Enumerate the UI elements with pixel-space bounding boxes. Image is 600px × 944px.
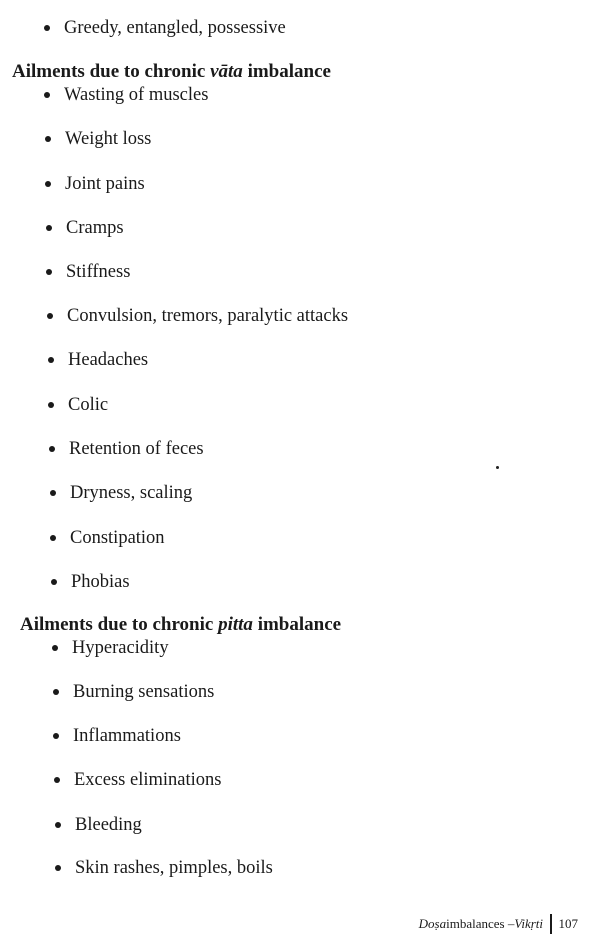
bullet-icon xyxy=(52,645,58,651)
list-item-text: Inflammations xyxy=(73,726,181,746)
bullet-icon xyxy=(48,357,54,363)
heading-term: pitta xyxy=(218,614,253,635)
list-item-text: Headaches xyxy=(68,350,149,370)
list-item xyxy=(44,17,286,39)
bullet-icon xyxy=(50,490,56,496)
list-item-text: Skin rashes, pimples, boils xyxy=(75,858,273,878)
list-item xyxy=(48,349,148,371)
bullet-icon xyxy=(54,777,60,783)
footer-divider xyxy=(550,914,552,934)
list-item xyxy=(55,857,273,879)
list-item xyxy=(45,173,145,195)
list-item-text: Greedy, entangled, possessive xyxy=(64,18,286,38)
bullet-icon xyxy=(48,402,54,408)
list-item-text: Convulsion, tremors, paralytic attacks xyxy=(67,306,349,326)
list-item-text: Phobias xyxy=(71,572,130,592)
list-item-text: Colic xyxy=(68,395,109,415)
list-item xyxy=(55,814,142,836)
heading-term: vāta xyxy=(210,61,243,82)
list-item xyxy=(48,394,108,416)
bullet-icon xyxy=(45,181,51,187)
footer-term: Vikṛti xyxy=(514,916,543,931)
bullet-icon xyxy=(55,865,61,871)
vata-section-heading xyxy=(12,60,331,84)
bullet-icon xyxy=(46,225,52,231)
list-item xyxy=(45,128,151,150)
bullet-icon xyxy=(53,733,59,739)
list-item-text: Excess eliminations xyxy=(74,770,222,790)
list-item-text: Wasting of muscles xyxy=(64,85,209,105)
bullet-icon xyxy=(47,313,53,319)
pitta-section-heading xyxy=(20,613,341,637)
bullet-icon xyxy=(53,689,59,695)
list-item-text: Cramps xyxy=(66,218,124,238)
list-item-text: Joint pains xyxy=(65,174,145,194)
list-item-text: Dryness, scaling xyxy=(70,483,193,503)
bullet-icon xyxy=(50,535,56,541)
list-item-text: Burning sensations xyxy=(73,682,215,702)
heading-text: imbalance xyxy=(252,614,342,635)
list-item xyxy=(54,769,221,791)
list-item xyxy=(46,217,124,239)
heading-text: imbalance xyxy=(242,61,331,82)
footer-term: Doṣa xyxy=(418,916,447,931)
list-item xyxy=(53,725,181,747)
bullet-icon xyxy=(49,446,55,452)
list-item xyxy=(50,527,165,549)
list-item xyxy=(51,571,130,593)
running-footer xyxy=(419,914,578,934)
list-item xyxy=(52,637,169,659)
print-speck xyxy=(496,466,499,469)
bullet-icon xyxy=(46,269,52,275)
page-number: 107 xyxy=(558,916,578,931)
heading-text: Ailments due to chronic xyxy=(12,61,211,82)
list-item xyxy=(53,681,214,703)
list-item xyxy=(44,84,208,106)
bullet-icon xyxy=(45,136,51,142)
list-item-text: Stiffness xyxy=(66,262,131,282)
bullet-icon xyxy=(51,579,57,585)
bullet-icon xyxy=(44,25,50,31)
list-item xyxy=(50,482,192,504)
list-item-text: Bleeding xyxy=(75,815,142,835)
list-item-text: Retention of feces xyxy=(69,439,204,459)
list-item xyxy=(49,438,204,460)
heading-text: Ailments due to chronic xyxy=(20,614,219,635)
list-item xyxy=(47,305,348,327)
list-item-text: Hyperacidity xyxy=(72,638,169,658)
list-item xyxy=(46,261,130,283)
list-item-text: Weight loss xyxy=(65,129,152,149)
bullet-icon xyxy=(44,92,50,98)
bullet-icon xyxy=(55,822,61,828)
list-item-text: Constipation xyxy=(70,528,165,548)
footer-text: imbalances – xyxy=(446,916,515,931)
